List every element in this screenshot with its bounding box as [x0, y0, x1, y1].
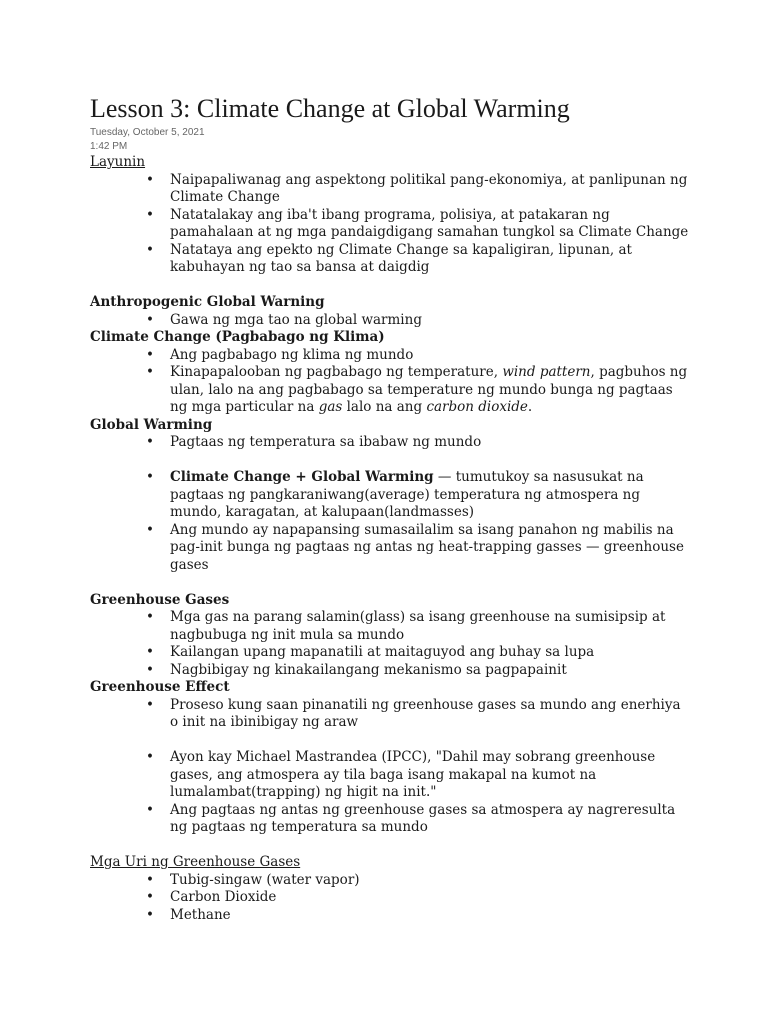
- list-item: • Ang pagbabago ng klima ng mundo: [90, 347, 690, 365]
- list-item: • Gawa ng mga tao na global warming: [90, 312, 690, 330]
- note-date: Tuesday, October 5, 2021: [90, 127, 205, 138]
- list-item: • Kailangan upang mapanatili at maitaguyod ang buhay sa lupa: [90, 644, 690, 662]
- note-time: 1:42 PM: [90, 141, 128, 152]
- list-item: • Natataya ang epekto ng Climate Change sa kapaligiran, lipunan, at kabuhayan ng tao sa bansa at daigdig: [90, 242, 690, 277]
- global-warming-heading: Global Warming: [90, 416, 213, 433]
- list-item: • Methane: [90, 907, 690, 925]
- greenhouse-effect-heading: Greenhouse Effect: [90, 679, 230, 695]
- page-title: Lesson 3: Climate Change at Global Warming: [90, 94, 570, 123]
- list-item: • Mga gas na parang salamin(glass) sa isang greenhouse na sumisipsip at nagbubuga ng init mula sa mundo: [90, 609, 690, 644]
- list-item: • Naipapaliwanag ang aspektong politikal pang-ekonomiya, at panlipunan ng Climate Change: [90, 172, 690, 207]
- text-run-italic: carbon dioxide: [426, 399, 528, 415]
- list-item: • Proseso kung saan pinanatili ng greenhouse gases sa mundo ang enerhiya o init na ibinibigay ng araw: [90, 697, 690, 732]
- text-run: .: [527, 399, 533, 415]
- anthropogenic-list: [90, 312, 690, 330]
- list-item: • Ang pagtaas ng antas ng greenhouse gases sa atmospera ay nagreresulta ng pagtaas ng temperatura sa mundo: [90, 802, 690, 837]
- anthropogenic-heading: Anthropogenic Global Warning: [90, 294, 325, 310]
- global-warming-list: [90, 434, 690, 452]
- text-run: lalo na ang: [342, 399, 427, 415]
- layunin-heading: Layunin: [90, 154, 146, 170]
- text-run: Kinapapalooban ng pagbabago ng temperature,: [170, 364, 503, 380]
- mga-uri-list: [90, 872, 690, 925]
- list-item: • Nagbibigay ng kinakailangang mekanismo sa pagpapainit: [90, 662, 690, 680]
- note-page: [90, 92, 690, 924]
- climate-change-heading: Climate Change (Pagbabago ng Klima): [90, 329, 385, 345]
- list-item: • Ang mundo ay napapansing sumasailalim sa isang panahon ng mabilis na pag-init bunga ng pagtaas ng antas ng heat-trapping gasses — greenhouse gases: [90, 522, 690, 575]
- list-item: • Carbon Dioxide: [90, 889, 690, 907]
- climate-change-list: [90, 347, 690, 417]
- global-warming-list-2: [90, 469, 690, 574]
- text-run-italic: wind pattern: [502, 364, 591, 380]
- text-run-bold: Climate Change + Global Warming: [170, 469, 434, 485]
- list-item: • Ayon kay Michael Mastrandea (IPCC), "Dahil may sobrang greenhouse gases, ang atmospera ay tila baga isang makapal na kumot na lumalambat(trapping) ng higit na init.": [90, 749, 690, 802]
- list-item: [90, 364, 690, 417]
- text-run: — tumutukoy sa nasusukat na pagtaas ng pangkaraniwang(average) temperatura ng atmospera ng mundo, karagatan, at kalupaan(landmasses): [170, 469, 644, 520]
- greenhouse-gases-heading: Greenhouse Gases: [90, 591, 230, 608]
- layunin-list: [90, 172, 690, 277]
- greenhouse-effect-list-2: [90, 749, 690, 837]
- text-run-italic: gas: [318, 399, 343, 415]
- list-item: • Pagtaas ng temperatura sa ibabaw ng mundo: [90, 434, 690, 452]
- greenhouse-gases-list: [90, 609, 690, 679]
- text-run: , pagbuhos ng ulan, lalo na ang pagbabago sa temperature ng mundo bunga ng pagtaas ng mga particular na: [170, 364, 688, 415]
- list-item: [90, 469, 690, 522]
- mga-uri-heading: Mga Uri ng Greenhouse Gases: [90, 854, 301, 870]
- greenhouse-effect-list: [90, 697, 690, 732]
- list-item: • Natatalakay ang iba't ibang programa, polisiya, at patakaran ng pamahalaan at ng mga pandaigdigang samahan tungkol sa Climate Change: [90, 207, 690, 242]
- list-item: • Tubig-singaw (water vapor): [90, 872, 690, 890]
